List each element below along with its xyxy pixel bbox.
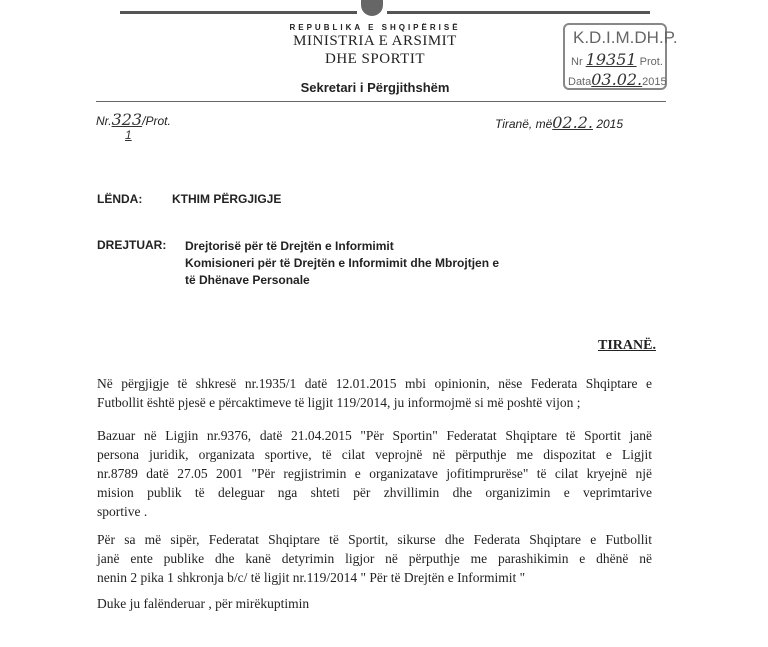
stamp-year: 2015 bbox=[642, 76, 667, 88]
text-line: janë ente publike dhe kanë detyrimin ligjor në përputhje me parashikimin e dhënë në bbox=[97, 551, 652, 566]
addressee-line: të Dhënave Personale bbox=[185, 273, 310, 287]
paragraph-2 bbox=[97, 426, 652, 521]
stamp-date-label: Data bbox=[568, 76, 592, 88]
date-year: 2015 bbox=[596, 117, 624, 131]
registry-stamp bbox=[563, 23, 678, 90]
text-line: Bazuar në Ligjin nr.9376, datë 21.04.2015 "Për Sportin" Federatat Shqiptare të Sportit janë bbox=[97, 428, 652, 443]
stamp-org: K.D.I.M.DH.P. bbox=[573, 28, 678, 47]
protocol-sub: 1 bbox=[125, 128, 132, 142]
nr-label: Nr. bbox=[96, 114, 112, 128]
addressee-line: Drejtorisë për të Drejtën e Informimit bbox=[185, 239, 394, 253]
paragraph-3 bbox=[97, 530, 652, 587]
text-line: sportive . bbox=[97, 504, 148, 519]
text-line: Në përgjigje të shkresë nr.1935/1 datë 12.01.2015 mbi opinionin, nëse Federata Shqiptare e bbox=[97, 376, 652, 391]
place-label: Tiranë, më bbox=[495, 117, 553, 131]
text-line: mision publik të deleguar nga shteti për zhvillimin dhe organizimin e veprimtarive bbox=[97, 485, 652, 500]
ministry-name: MINISTRIA E ARSIMIT bbox=[293, 33, 457, 49]
stamp-date: 03.02. bbox=[591, 70, 643, 89]
nr-value: 323 bbox=[111, 110, 143, 129]
stamp-nr-label: Nr bbox=[571, 56, 583, 68]
text-line: Futbollit është pjesë e përcaktimeve të ligjit 119/2014, ju informojmë si më poshtë vijon ; bbox=[97, 395, 581, 410]
place-date bbox=[495, 113, 623, 132]
header-divider bbox=[96, 101, 666, 102]
paragraph-1 bbox=[97, 374, 652, 412]
text-line: nenin 2 pika 1 shkronja b/c/ të ligjit nr.119/2014 " Për të Drejtën e Informimit " bbox=[97, 570, 526, 585]
closing: Duke ju falënderuar , për mirëkuptimin bbox=[97, 596, 310, 611]
subject-label: LËNDA: bbox=[97, 192, 143, 206]
text-line: persona juridik, organizata sportive, të cilat veprojnë në përputhje me dispozitat e Ligjit bbox=[97, 447, 652, 462]
addressee-line: Komisioneri për të Drejtën e Informimit dhe Mbrojtjen e bbox=[185, 256, 500, 270]
department-name: Sekretari i Përgjithshëm bbox=[300, 80, 450, 95]
emblem-icon bbox=[357, 0, 387, 18]
republic-name: REPUBLIKA E SHQIPËRISË bbox=[289, 23, 461, 32]
addressee-lines bbox=[185, 238, 499, 289]
ministry-name-2: DHE SPORTIT bbox=[324, 51, 426, 67]
text-line: nr.8789 datë 27.05 2001 "Për regjistrimin e organizatave jofitimprurëse" të cilat kryejnë një bbox=[97, 466, 652, 481]
date-value: 02.2. bbox=[552, 113, 593, 132]
protocol-number: Nr.323/Prot. bbox=[96, 110, 171, 129]
text-line: Për sa më sipër, Federatat Shqiptare të Sportit, sikurse dhe Federata Shqiptare e Futbollit bbox=[97, 532, 652, 547]
addressee-label: DREJTUAR: bbox=[97, 238, 167, 252]
subject-value: KTHIM PËRGJIGJE bbox=[172, 192, 282, 206]
prot-label: Prot. bbox=[145, 114, 171, 128]
stamp-prot: Prot. bbox=[639, 56, 663, 68]
stamp-nr: 19351 bbox=[585, 50, 637, 69]
city-heading: TIRANË. bbox=[598, 338, 656, 353]
